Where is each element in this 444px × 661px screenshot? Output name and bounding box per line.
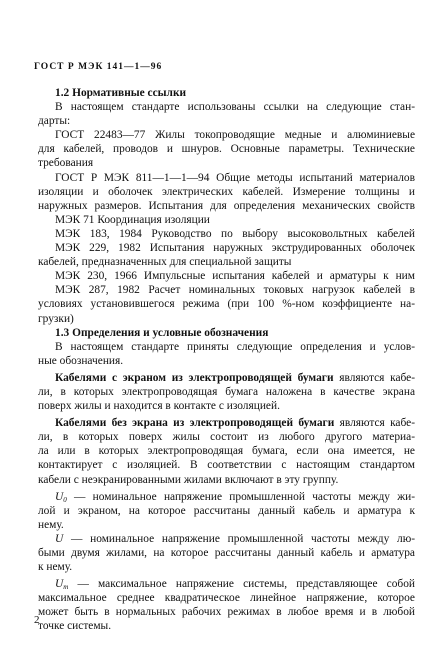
- definition-um-line: точке системы.: [38, 620, 112, 633]
- definition-u-line: быми двумя жилами, на которое рассчитаны данный кабель и арматура: [38, 547, 415, 559]
- refs-intro-line: дарты:: [38, 115, 71, 128]
- definition-um-line: [38, 577, 415, 591]
- reference-item-line: кабелей, предназначенных для специальной защиты: [38, 256, 292, 269]
- definition-um-line: максимальное среднее квадратическое линейное напряжение, которое: [38, 592, 415, 605]
- definition-um-line: может быть в нормальных рабочих режимах в любое время и в любой: [38, 606, 415, 619]
- reference-item-line: МЭК 229, 1982 Испытания наружных экструдированных оболочек: [55, 242, 415, 255]
- reference-item-line: МЭК 230, 1966 Импульсные испытания кабелей и арматуры к ним: [55, 270, 415, 283]
- page-number: 2: [34, 614, 40, 626]
- definition-unscreened-line: [38, 416, 415, 430]
- reference-item-line: МЭК 183, 1984 Руководство по выбору высоковольтных кабелей: [55, 227, 415, 240]
- section-heading-references: 1.2 Нормативные ссылки: [55, 87, 187, 99]
- reference-item-line: условиях установившегося режима (при 100 %-ном коэффициенте на-: [38, 298, 415, 311]
- refs-intro-line: В настоящем стандарте использованы ссылки на следующие стан-: [55, 101, 415, 114]
- defs-intro-line: ные обозначения.: [38, 354, 124, 367]
- term-screened: Кабелями с экраном из электропроводящей бумаги: [55, 371, 334, 384]
- reference-item-line: для кабелей, проводов и шнуров. Основные параметры. Технические: [38, 143, 415, 156]
- symbol-u0: $U_0$: [55, 490, 67, 504]
- symbol-um: $U_m$: [55, 578, 69, 592]
- defs-intro-line: В настоящем стандарте приняты следующие определения и услов-: [55, 340, 415, 353]
- definition-u0-line: лой и экраном, на которое рассчитаны данный кабель и арматура к: [38, 504, 415, 517]
- reference-item-line: МЭК 71 Координация изоляции: [55, 213, 210, 226]
- definition-u0-line: нему.: [38, 518, 64, 531]
- reference-item-line: изоляции и оболочек электрических кабелей. Измерение толщины и: [38, 185, 415, 198]
- section-heading-definitions: 1.3 Определения и условные обозначения: [55, 326, 269, 339]
- definition-u-line: к нему.: [38, 561, 73, 574]
- definition-text: являются кабе-: [333, 371, 415, 384]
- definition-unscreened-line: кабели с неэкранированными жилами включают в эту группу.: [38, 473, 339, 486]
- definition-screened-line: поверх жилы и находится в контакте с изоляцией.: [38, 400, 280, 413]
- definition-u0-line: [38, 490, 415, 504]
- reference-item-line: наружных размеров. Испытания для определения механических свойств: [38, 199, 415, 212]
- definition-u-line: [38, 532, 415, 546]
- reference-item-line: грузки): [38, 312, 74, 325]
- body-text: [38, 86, 415, 634]
- definition-text: являются кабе-: [334, 417, 415, 430]
- running-header: ГОСТ Р МЭК 141—1—96: [34, 62, 163, 72]
- definition-text: — номинальное напряжение промышленной частоты между лю-: [63, 532, 415, 545]
- reference-item-line: требования: [38, 157, 94, 170]
- definition-text: — максимальное напряжение системы, представляющее собой: [68, 578, 415, 591]
- reference-item-line: МЭК 287, 1982 Расчет номинальных токовых нагрузок кабелей в: [55, 284, 415, 297]
- symbol-u: U: [55, 532, 64, 545]
- reference-item-line: ГОСТ 22483—77 Жилы токопроводящие медные и алюминиевые: [55, 129, 415, 142]
- definition-unscreened-line: ли, в которых поверх жилы состоит из любого другого материа-: [38, 431, 415, 444]
- definition-text: — номинальное напряжение промышленной частоты между жи-: [66, 490, 415, 503]
- term-unscreened: Кабелями без экрана из электропроводящей бумаги: [55, 417, 335, 430]
- definition-unscreened-line: ла или в которых электропроводящая бумага, если она имеется, не: [38, 445, 415, 458]
- definition-unscreened-line: контактирует с изоляцией. В соответствии с настоящим стандартом: [38, 459, 415, 472]
- definition-screened-line: ли, в которых электропроводящая бумага наложена в качестве экрана: [38, 385, 415, 398]
- reference-item-line: ГОСТ Р МЭК 811—1—1—94 Общие методы испытаний материалов: [55, 171, 415, 184]
- definition-screened-line: [38, 371, 415, 385]
